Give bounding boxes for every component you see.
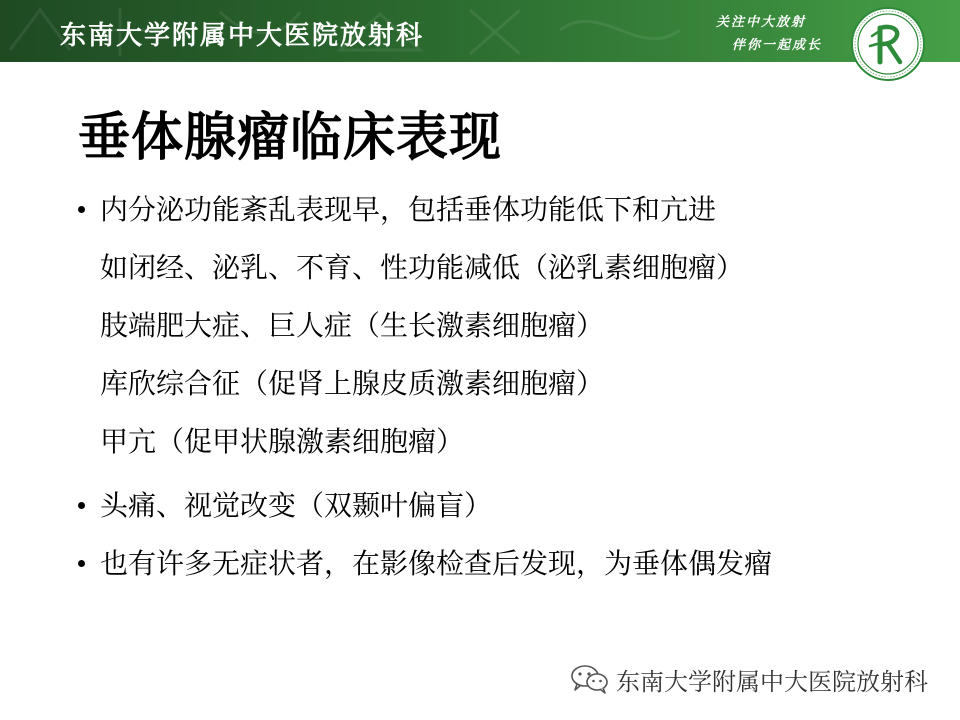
wechat-icon: [570, 664, 610, 694]
header-banner: [0, 0, 960, 62]
bullet-1-sub-1: 如闭经、泌乳、不育、性功能减低（泌乳素细胞瘤）: [100, 251, 745, 284]
footer-watermark-text: 东南大学附属中大医院放射科: [616, 667, 928, 696]
bullet-2-text: 头痛、视觉改变（双颞叶偏盲）: [100, 489, 493, 522]
slogan-line-1: 关注中大放射: [716, 15, 807, 30]
bullet-dot: [78, 206, 85, 213]
bullet-dot: [78, 502, 85, 509]
bullet-1-sub-4: 甲亢（促甲状腺激素细胞瘤）: [100, 425, 465, 458]
bullet-1-sub-2: 肢端肥大症、巨人症（生长激素细胞瘤）: [100, 309, 605, 342]
bullet-3-text: 也有许多无症状者，在影像检查后发现，为垂体偶发瘤: [100, 547, 773, 580]
bullet-1-sub-3: 库欣综合征（促肾上腺皮质激素细胞瘤）: [100, 367, 605, 400]
slide-title: 垂体腺瘤临床表现: [78, 108, 503, 168]
institution-title: 东南大学附属中大医院放射科: [60, 21, 425, 51]
footer-watermark: [570, 662, 928, 696]
bullet-1-text: 内分泌功能紊乱表现早，包括垂体功能低下和亢进: [100, 193, 717, 226]
bullet-dot: [78, 560, 85, 567]
hospital-logo-icon: [850, 6, 926, 82]
slogan-line-2: 伴你一起成长: [732, 38, 823, 53]
